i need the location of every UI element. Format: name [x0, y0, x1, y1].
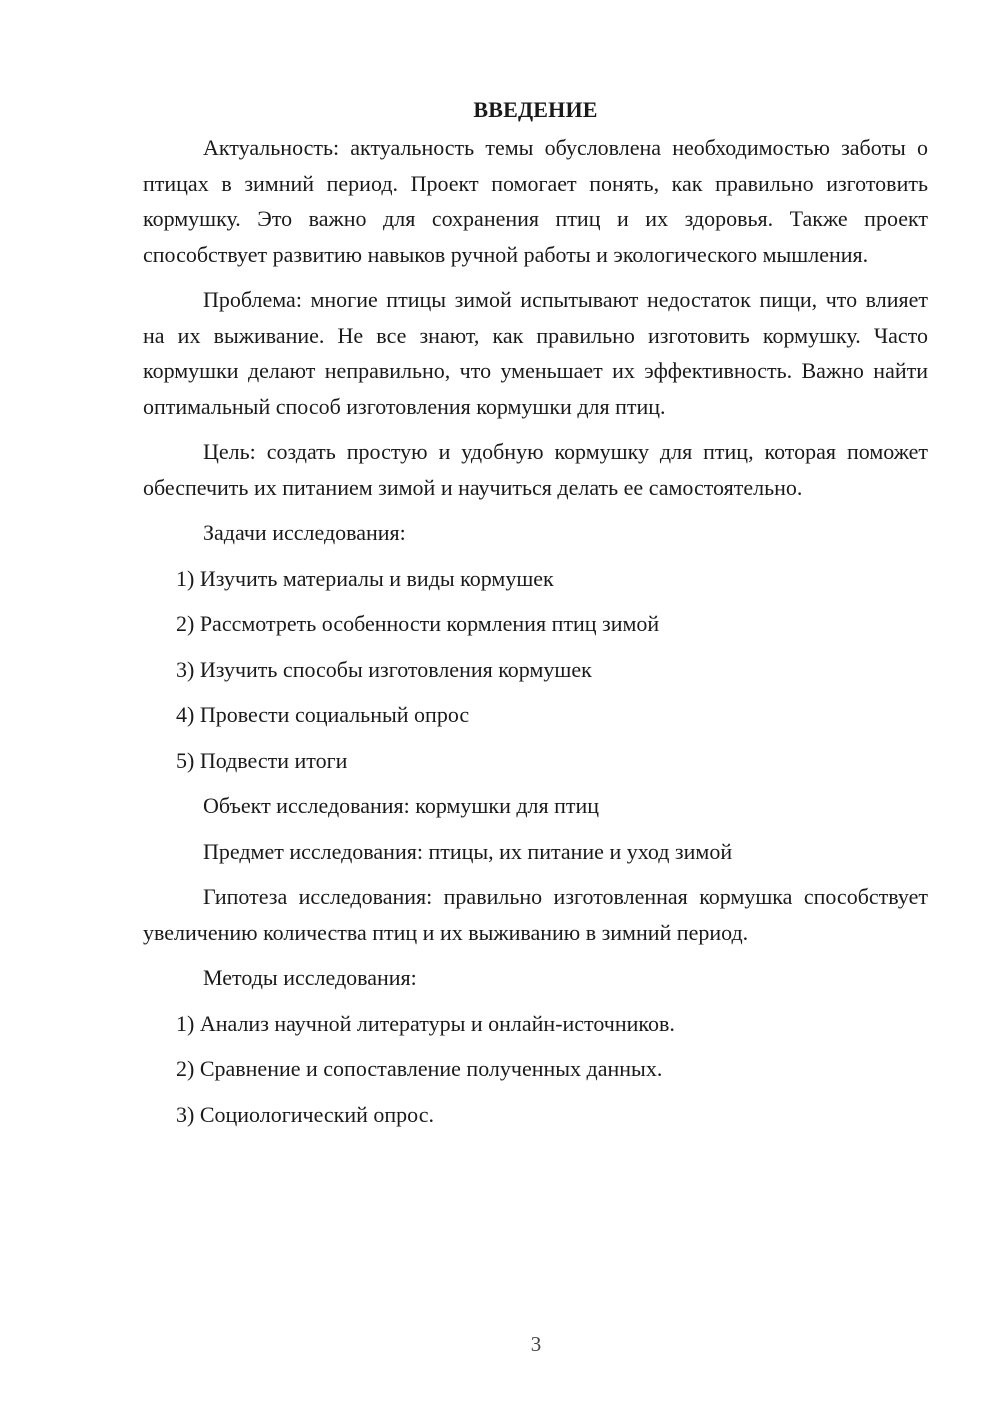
- subject-paragraph: Предмет исследования: птицы, их питание и уход зимой: [203, 838, 733, 864]
- task-item: 3) Изучить способы изготовления кормушек: [176, 656, 592, 682]
- relevance-paragraph: Актуальность: актуальность темы обусловлена необходимостью заботы о птицах в зимний период. Проект помогает понять, как правильно изготовить кормушку. Это важно для сохранения птиц и их здоровья. Также проект способствует развитию навыков ручной работы и экологического мышления.: [143, 135, 928, 267]
- task-item: 1) Изучить материалы и виды кормушек: [176, 565, 554, 591]
- task-item: 4) Провести социальный опрос: [176, 702, 470, 727]
- method-item: 1) Анализ научной литературы и онлайн-источников.: [176, 1010, 675, 1036]
- tasks-title: Задачи исследования:: [203, 520, 406, 545]
- methods-title: Методы исследования:: [203, 965, 417, 990]
- method-item: 2) Сравнение и сопоставление полученных данных.: [176, 1056, 663, 1081]
- method-item: 3) Социологический опрос.: [176, 1101, 434, 1127]
- problem-paragraph: Проблема: многие птицы зимой испытывают недостаток пищи, что влияет на их выживание. Не все знают, как правильно изготовить кормушку. Часто кормушки делают неправильно, что уменьшает их эффективность. Важно найти оптимальный способ изготовления кормушки для птиц.: [143, 287, 928, 419]
- section-heading: ВВЕДЕНИЕ: [473, 97, 598, 122]
- task-item: 2) Рассмотреть особенности кормления птиц зимой: [176, 611, 660, 636]
- page-content: [143, 92, 928, 1142]
- goal-paragraph: Цель: создать простую и удобную кормушку для птиц, которая поможет обеспечить их питанием зимой и научиться делать ее самостоятельно.: [143, 439, 928, 500]
- task-item: 5) Подвести итоги: [176, 747, 348, 773]
- object-paragraph: Объект исследования: кормушки для птиц: [203, 793, 600, 818]
- page-number: 3: [530, 1332, 542, 1356]
- hypothesis-paragraph: Гипотеза исследования: правильно изготовленная кормушка способствует увеличению количества птиц и их выживанию в зимний период.: [143, 884, 928, 945]
